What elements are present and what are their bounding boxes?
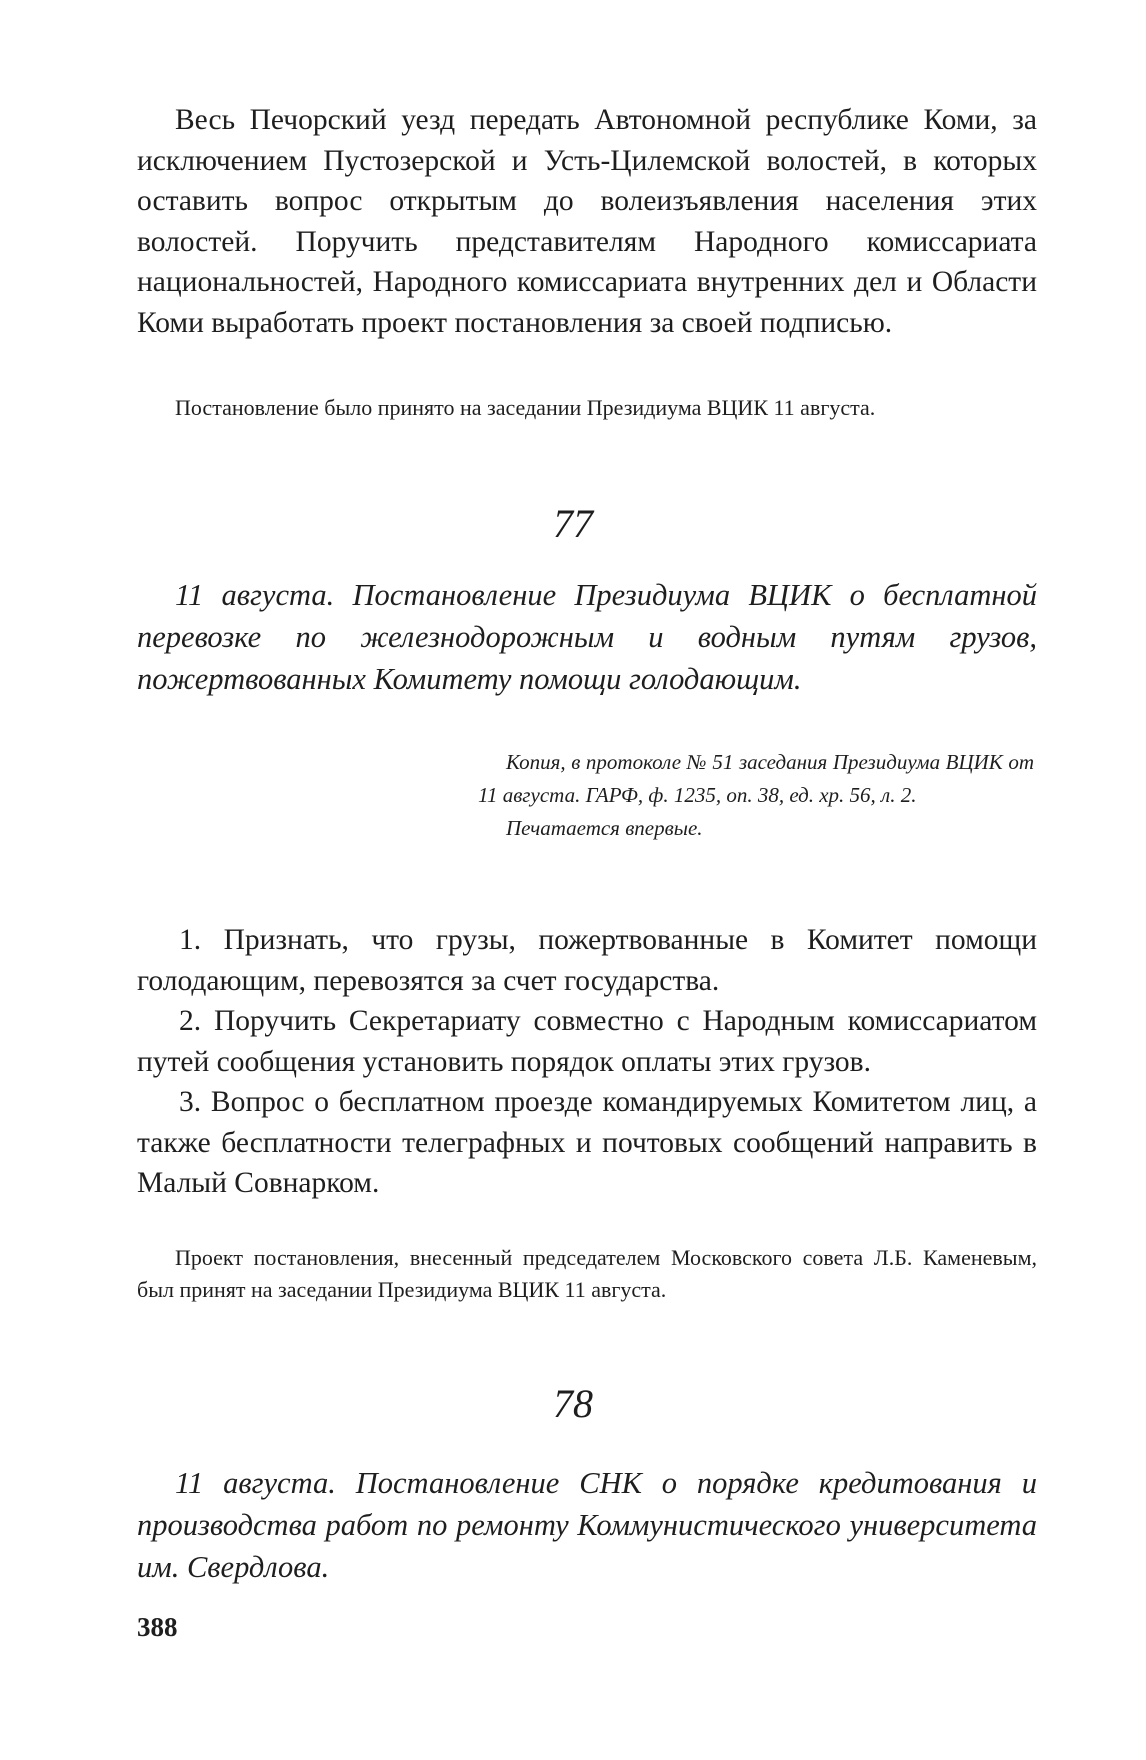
archive-reference-77 (478, 746, 1034, 845)
resolution-item-1: 1. Признать, что грузы, пожертвованные в Комитет помощи голодающим, перевозятся за счет государства. (137, 924, 1037, 997)
document-title-78: 11 августа. Постановление СНК о порядке кредитования и производства работ по ремонту Коммунистического университета им. Свердлова. (137, 1466, 1037, 1584)
resolution-item-2: 2. Поручить Секретариату совместно с Народным комиссариатом путей сообщения установить порядок оплаты этих грузов. (137, 1005, 1037, 1078)
resolution-item-3: 3. Вопрос о бесплатном проезде командируемых Комитетом лиц, а также бесплатности телеграфных и почтовых сообщений направить в Малый Совнарком. (137, 1086, 1037, 1199)
archive-source: Копия, в протоколе № 51 заседания Президиума ВЦИК от 11 августа. ГАРФ, ф. 1235, оп. 38, ед. хр. 56, л. 2. (478, 750, 1034, 807)
resolution-items-77 (137, 920, 1037, 1204)
adoption-note-76: Постановление было принято на заседании Президиума ВЦИК 11 августа. (175, 395, 876, 420)
publication-note: Печатается впервые. (506, 816, 703, 840)
document-number-77: 77 (553, 501, 593, 546)
document-title-77: 11 августа. Постановление Президиума ВЦИК о бесплатной перевозке по железнодорожным и водным путям грузов, пожертвованных Комитету помощи голодающим. (137, 578, 1037, 696)
intro-paragraph: Весь Печорский уезд передать Автономной республике Коми, за исключением Пустозерской и Усть-Цилемской волостей, в которых оставить вопрос открытым до волеизъявления населения этих волостей. Поручить представителям Народного комиссариата национальностей, Народного комиссариата внутренних дел и Области Коми выработать проект постановления за своей подписью. (137, 104, 1037, 339)
adoption-note-77: Проект постановления, внесенный председателем Московского совета Л.Б. Каменевым, был принят на заседании Президиума ВЦИК 11 августа. (137, 1245, 1037, 1302)
document-number-78: 78 (553, 1381, 593, 1426)
page-number: 388 (137, 1612, 178, 1642)
